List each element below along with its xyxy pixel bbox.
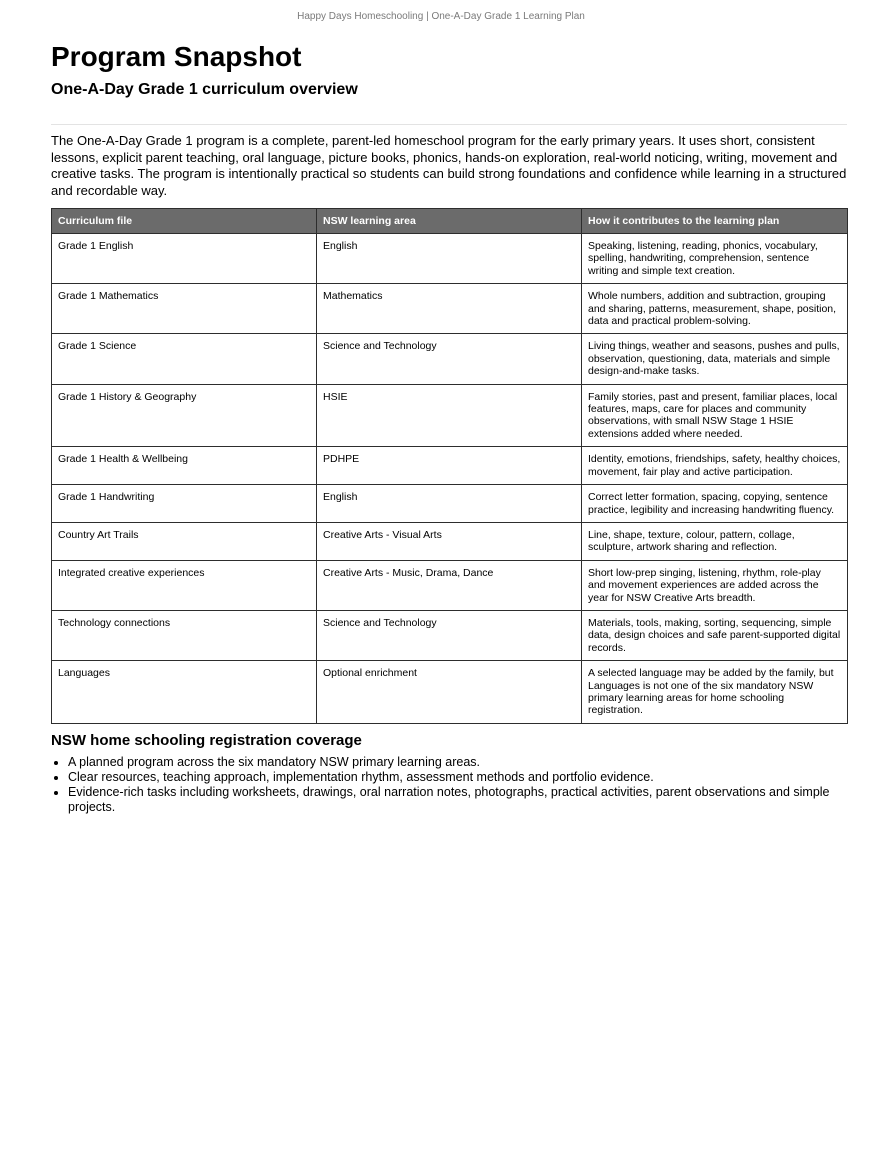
- cell-curriculum-file: Grade 1 Mathematics: [52, 284, 317, 334]
- cell-contribution: A selected language may be added by the family, but Languages is not one of the six mandatory NSW primary learning areas for home schooling registration.: [582, 661, 848, 724]
- cell-curriculum-file: Grade 1 English: [52, 234, 317, 284]
- column-header-learning-area: NSW learning area: [317, 209, 582, 234]
- column-header-contribution: How it contributes to the learning plan: [582, 209, 848, 234]
- table-header-row: [52, 209, 848, 234]
- table-row: [52, 661, 848, 724]
- cell-curriculum-file: Grade 1 Health & Wellbeing: [52, 447, 317, 485]
- running-header: Happy Days Homeschooling | One-A-Day Grade 1 Learning Plan: [297, 11, 585, 22]
- cell-learning-area: Science and Technology: [317, 334, 582, 384]
- intro-paragraph: The One-A-Day Grade 1 program is a complete, parent-led homeschool program for the early primary years. It uses short, consistent lessons, explicit parent teaching, oral language, picture books, phonics, hands-on exploration, real-world noticing, writing, movement and creative tasks. The program is intentionally practical so students can build strong foundations and confidence while learning in a structured and recordable way.: [51, 133, 847, 198]
- cell-learning-area: Mathematics: [317, 284, 582, 334]
- cell-learning-area: PDHPE: [317, 447, 582, 485]
- coverage-list: [51, 755, 847, 815]
- cell-contribution: Whole numbers, addition and subtraction, grouping and sharing, patterns, measurement, shape, position, data and practical problem-solving.: [582, 284, 848, 334]
- table-row: [52, 334, 848, 384]
- curriculum-table: [51, 208, 848, 724]
- cell-learning-area: English: [317, 485, 582, 523]
- cell-curriculum-file: Grade 1 History & Geography: [52, 384, 317, 447]
- cell-learning-area: English: [317, 234, 582, 284]
- table-row: [52, 284, 848, 334]
- cell-curriculum-file: Grade 1 Science: [52, 334, 317, 384]
- cell-learning-area: Science and Technology: [317, 610, 582, 660]
- list-item: • Evidence-rich tasks including worksheets, drawings, oral narration notes, photographs, practical activities, parent observations and simple projects.: [68, 785, 847, 815]
- divider: [51, 124, 847, 125]
- list-item: • A planned program across the six mandatory NSW primary learning areas.: [68, 755, 847, 770]
- cell-contribution: Living things, weather and seasons, pushes and pulls, observation, questioning, data, materials and simple design-and-make tasks.: [582, 334, 848, 384]
- table-row: [52, 447, 848, 485]
- page-content: [51, 40, 847, 815]
- cell-contribution: Short low-prep singing, listening, rhythm, role-play and movement experiences are added across the year for NSW Creative Arts breadth.: [582, 560, 848, 610]
- table-row: [52, 610, 848, 660]
- list-item: • Clear resources, teaching approach, implementation rhythm, assessment methods and portfolio evidence.: [68, 770, 847, 785]
- cell-curriculum-file: Languages: [52, 661, 317, 724]
- page-subtitle: One-A-Day Grade 1 curriculum overview: [51, 81, 358, 98]
- cell-contribution: Materials, tools, making, sorting, sequencing, simple data, design choices and safe parent-supported digital records.: [582, 610, 848, 660]
- page-title: Program Snapshot: [51, 41, 302, 72]
- table-row: [52, 234, 848, 284]
- table-row: [52, 485, 848, 523]
- table-row: [52, 522, 848, 560]
- cell-contribution: Line, shape, texture, colour, pattern, collage, sculpture, artwork sharing and reflection.: [582, 522, 848, 560]
- cell-learning-area: Optional enrichment: [317, 661, 582, 724]
- cell-contribution: Family stories, past and present, familiar places, local features, maps, care for places and community observations, with small NSW Stage 1 HSIE extensions added where needed.: [582, 384, 848, 447]
- table-row: [52, 560, 848, 610]
- cell-contribution: Identity, emotions, friendships, safety, healthy choices, movement, fair play and active participation.: [582, 447, 848, 485]
- cell-learning-area: Creative Arts - Music, Drama, Dance: [317, 560, 582, 610]
- cell-curriculum-file: Integrated creative experiences: [52, 560, 317, 610]
- cell-learning-area: HSIE: [317, 384, 582, 447]
- cell-curriculum-file: Country Art Trails: [52, 522, 317, 560]
- coverage-heading: NSW home schooling registration coverage: [51, 731, 362, 749]
- cell-learning-area: Creative Arts - Visual Arts: [317, 522, 582, 560]
- cell-contribution: Speaking, listening, reading, phonics, vocabulary, spelling, handwriting, comprehension, sentence writing and simple text creation.: [582, 234, 848, 284]
- cell-curriculum-file: Grade 1 Handwriting: [52, 485, 317, 523]
- cell-contribution: Correct letter formation, spacing, copying, sentence practice, legibility and increasing handwriting fluency.: [582, 485, 848, 523]
- table-row: [52, 384, 848, 447]
- cell-curriculum-file: Technology connections: [52, 610, 317, 660]
- column-header-curriculum-file: Curriculum file: [52, 209, 317, 234]
